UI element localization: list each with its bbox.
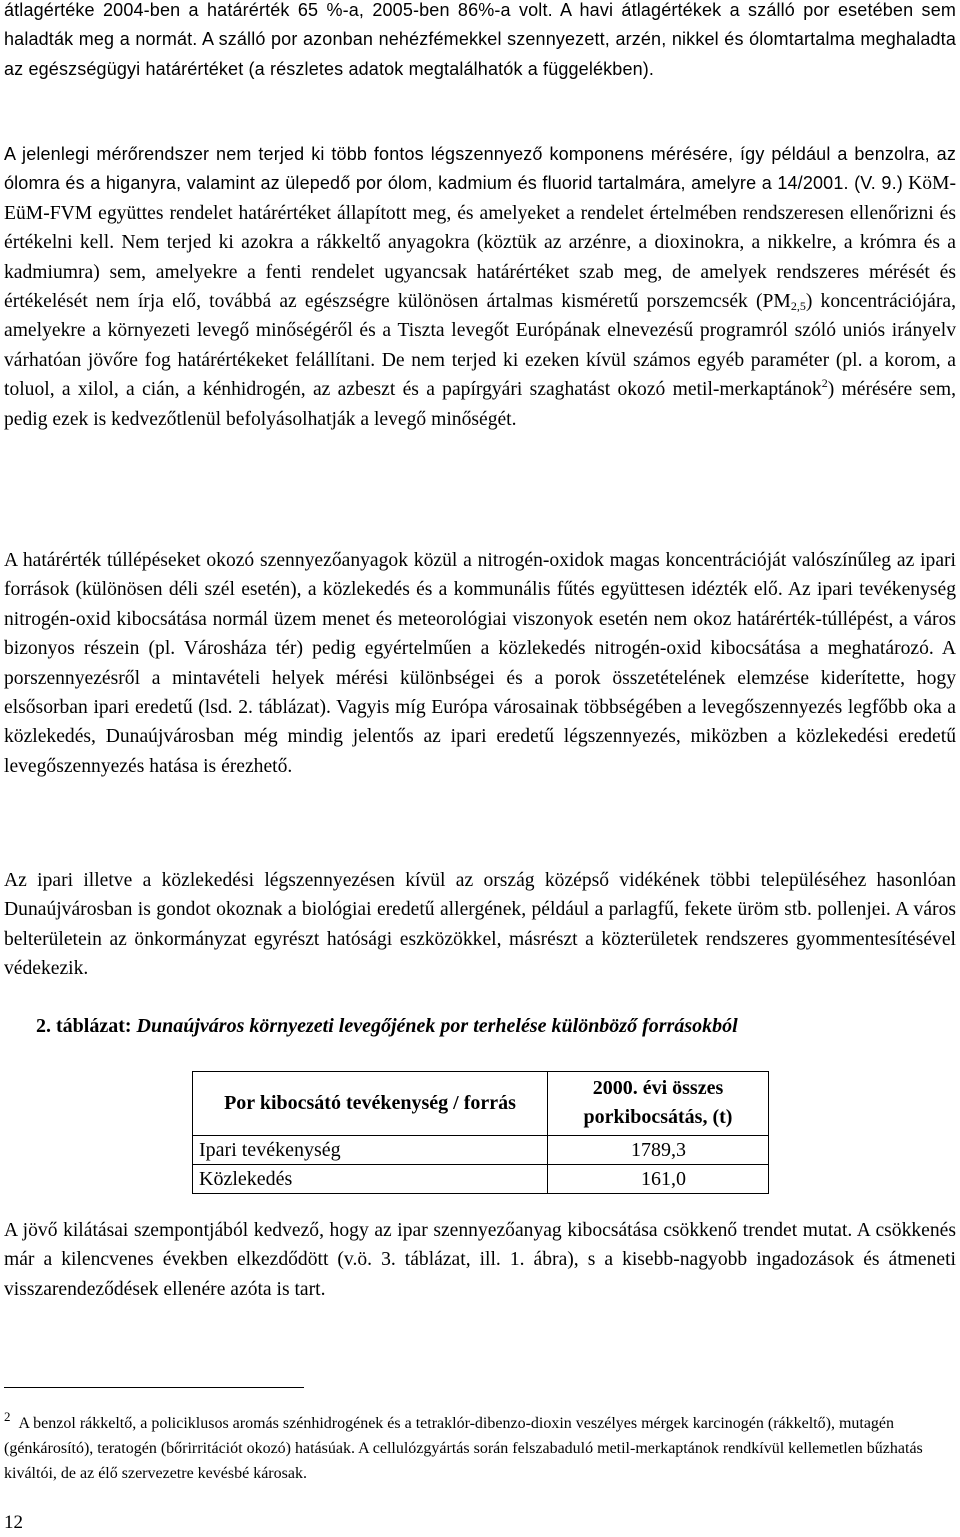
footnote-text: A benzol rákkeltő, a policiklusos aromás szénhidrogének és a tetraklór-dibenzo-dioxin veszélyes mérgek karcinogén (rákkeltő), mutagén (génkárosító), teratogén (bőrirritációt okozó) hatásúak. A cellulózgyártás során felszabaduló metil-merkaptánok rendkívül kellemetlen bűzhatás kiváltói, de az élő szervezetre kevésbé károsak. xyxy=(4,1415,923,1482)
table-cell-value: 1789,3 xyxy=(548,1136,769,1165)
pm-subscript: 2,5 xyxy=(790,299,806,314)
table-row xyxy=(193,1165,769,1194)
table-header-emission: 2000. évi összes porkibocsátás, (t) xyxy=(548,1072,769,1136)
table-caption-prefix: 2. táblázat: xyxy=(36,1015,137,1037)
footnote-divider xyxy=(4,1387,304,1388)
table-cell-value: 161,0 xyxy=(548,1165,769,1194)
paragraph-2 xyxy=(4,140,956,434)
table-caption-title: Dunaújváros környezeti levegőjének por terhelése különböző forrásokból xyxy=(136,1015,738,1037)
paragraph-5: A jövő kilátásai szempontjából kedvező, hogy az ipar szennyezőanyag kibocsátása csökkenő trendet mutat. A csökkenés már a kilencvenes években elkezdődött (v.ö. 3. táblázat, ill. 1. ábra), s a kisebb-nagyobb ingadozások és átmeneti visszarendeződések ellenére azóta is tart. xyxy=(4,1220,956,1300)
page-number: 12 xyxy=(4,1512,23,1533)
table-header-row xyxy=(193,1072,769,1136)
table-caption xyxy=(36,1012,936,1040)
table-row xyxy=(193,1136,769,1165)
emission-table xyxy=(192,1071,769,1194)
paragraph-1: átlagértéke 2004-ben a határérték 65 %-a, 2005-ben 86%-a volt. A havi átlagértékek a szálló por esetében sem haladták meg a normát. A szálló por azonban nehézfémekkel szennyezett, arzén, nikkel és ólomtartalma meghaladta az egészségügyi határértéket (a részletes adatok megtalálhatók a függelékben). xyxy=(4,0,956,79)
table-cell-source: Ipari tevékenység xyxy=(193,1136,548,1165)
paragraph-2-part-d: ) mérésére sem, pedig ezek is kedvezőtlenül befolyásolhatják a levegő minőségét. xyxy=(4,379,956,430)
table-cell-source: Közlekedés xyxy=(193,1165,548,1194)
paragraph-2-part-c: ) koncentrációjára, amelyekre a környezeti levegő minőségéről és a Tiszta levegőt Európának elnevezésű programról szóló uniós irányelv várhatóan jövőre fog határértékeket felállítani. De nem terjed ki ezeken kívül számos egyéb paraméter (pl. a korom, a toluol, a xilol, a cián, a kénhidrogén, az azbeszt és a papírgyári szaghatást okozó metil-merkaptánok xyxy=(4,291,957,401)
paragraph-2-sans-part: A jelenlegi mérőrendszer nem terjed ki több fontos légszennyező komponens mérésére, így például a benzolra, az ólomra és a higanyra, valamint az ülepedő por ólom, kadmium és fluorid tartalmára, amelyre a 14/2001. (V. 9.) xyxy=(4,144,956,194)
footnote xyxy=(4,1404,956,1486)
paragraph-2-part-b: KöM-EüM-FVM együttes rendelet határértéket állapított meg, és amelyeket a rendelet értelmében rendszeresen ellenőrizni és értékelni kell. Nem terjed ki azokra a rákkeltő anyagokra (köztük az arzénre, a dioxinokra, a nikkelre, a krómra és a kadmiumra) sem, amelyekre a fenti rendelet ugyancsak határértéket szab meg, de amelyek rendszeres mérését és értékelését nem írja elő, továbbá az egészségre különösen ártalmas kisméretű porszemcsék (PM xyxy=(4,173,957,313)
paragraph-4: Az ipari illetve a közlekedési légszennyezésen kívül az ország középső vidékének többi településéhez hasonlóan Dunaújvárosban is gondot okoznak a biológiai eredetű allergének, például a parlagfű, fekete üröm stb. pollenjei. A város belterületein az önkormányzat egyrészt hatósági eszközökkel, másrészt a közterületek rendszeres gyommentesítésével védekezik. xyxy=(4,870,956,980)
footnote-reference: 2 xyxy=(821,376,828,391)
table-header-source: Por kibocsátó tevékenység / forrás xyxy=(193,1072,548,1136)
paragraph-3: A határérték túllépéseket okozó szennyezőanyagok közül a nitrogén-oxidok magas koncentrációját valószínűleg az ipari források (különösen déli szél esetén), a közlekedés és a kommunális fűtés együttesen idézték elő. Az ipari tevékenység nitrogén-oxid kibocsátása normál üzem menet és meteorológiai viszonyok esetén nem okoz határérték-túllépést, a város bizonyos részein (pl. Városháza tér) pedig egyértelműen a közlekedés nitrogén-oxid kibocsátása a meghatározó. A porszennyezésről a mintavételi helyek mérési különbségei és a porok összetételének elemzése kiderítette, hogy elsősorban ipari eredetű (lsd. 2. táblázat). Vagyis míg Európa városainak többségében a levegőszennyezés legfőbb oka a közlekedés, Dunaújvárosban még mindig jelentős az ipari eredetű légszennyezés, miközben a közlekedési eredetű levegőszennyezés hatása is érezhető. xyxy=(4,550,956,777)
footnote-marker: 2 xyxy=(4,1409,11,1424)
